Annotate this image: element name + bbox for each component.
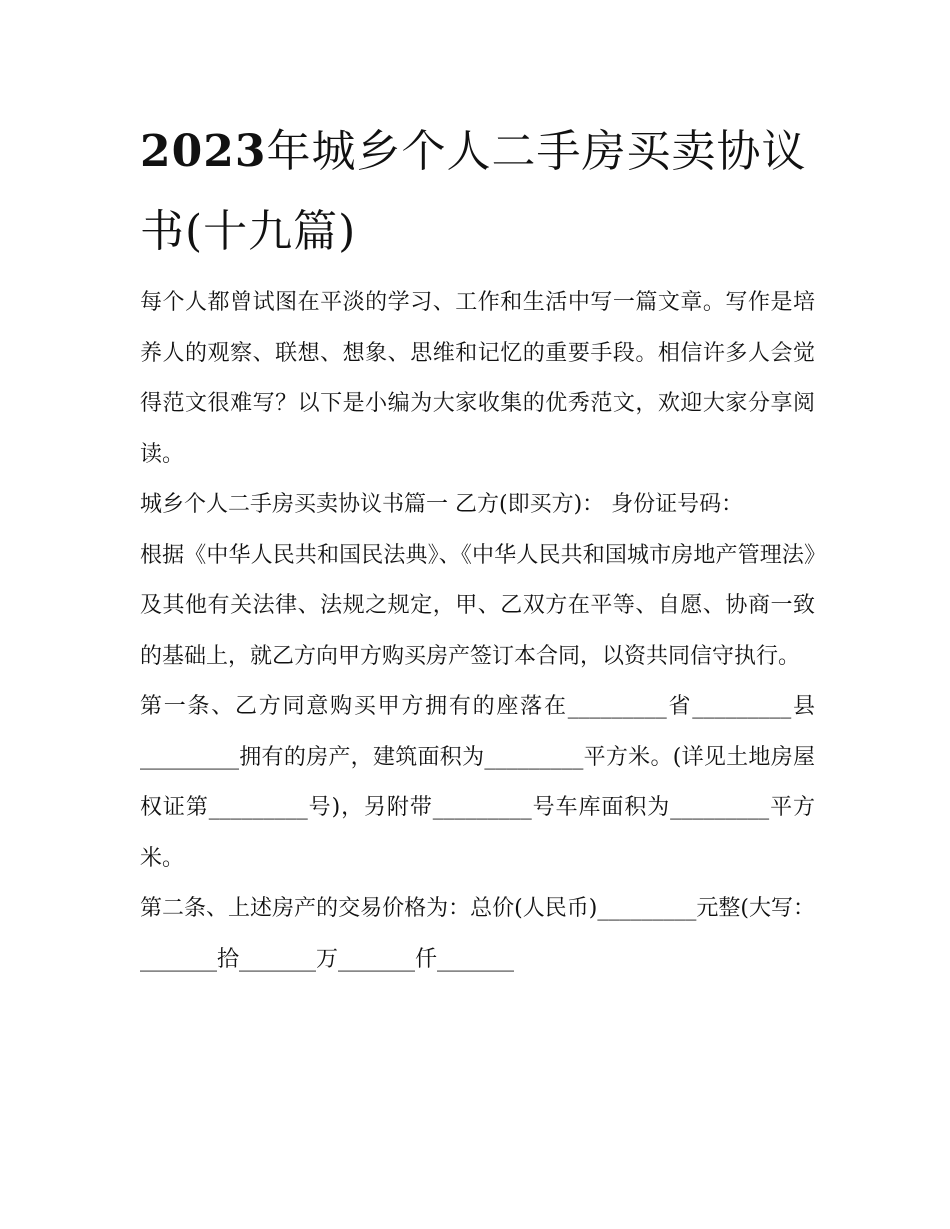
article-one-paragraph: 第一条、乙方同意购买甲方拥有的座落在_________省_________县_________拥有的房产，建筑面积为_________平方米。(详见土地房屋权证第_________号)，另附带_________号车库面积为_________平方米。 — [140, 694, 815, 871]
document-title — [140, 112, 820, 272]
basis-paragraph: 根据《中华人民共和国民法典》、《中华人民共和国城市房地产管理法》及其他有关法律、法规之规定，甲、乙双方在平等、自愿、协商一致的基础上，就乙方向甲方购买房产签订本合同，以资共同信守执行。 — [140, 542, 815, 669]
title-text: 年城乡个人二手房买卖协议书(十九篇) — [140, 126, 807, 257]
intro-paragraph: 每个人都曾试图在平淡的学习、工作和生活中写一篇文章。写作是培养人的观察、联想、想象、思维和记忆的重要手段。相信许多人会觉得范文很难写？以下是小编为大家收集的优秀范文，欢迎大家分享阅读。 — [140, 290, 815, 467]
document-body — [140, 278, 815, 985]
section-heading-paragraph: 城乡个人二手房买卖协议书篇一 乙方(即买方)： 身份证号码： — [140, 492, 744, 517]
title-year: 2023 — [140, 126, 267, 177]
article-two-paragraph: 第二条、上述房产的交易价格为：总价(人民币)_________元整(大写：_______拾_______万_______仟_______ — [140, 896, 815, 972]
